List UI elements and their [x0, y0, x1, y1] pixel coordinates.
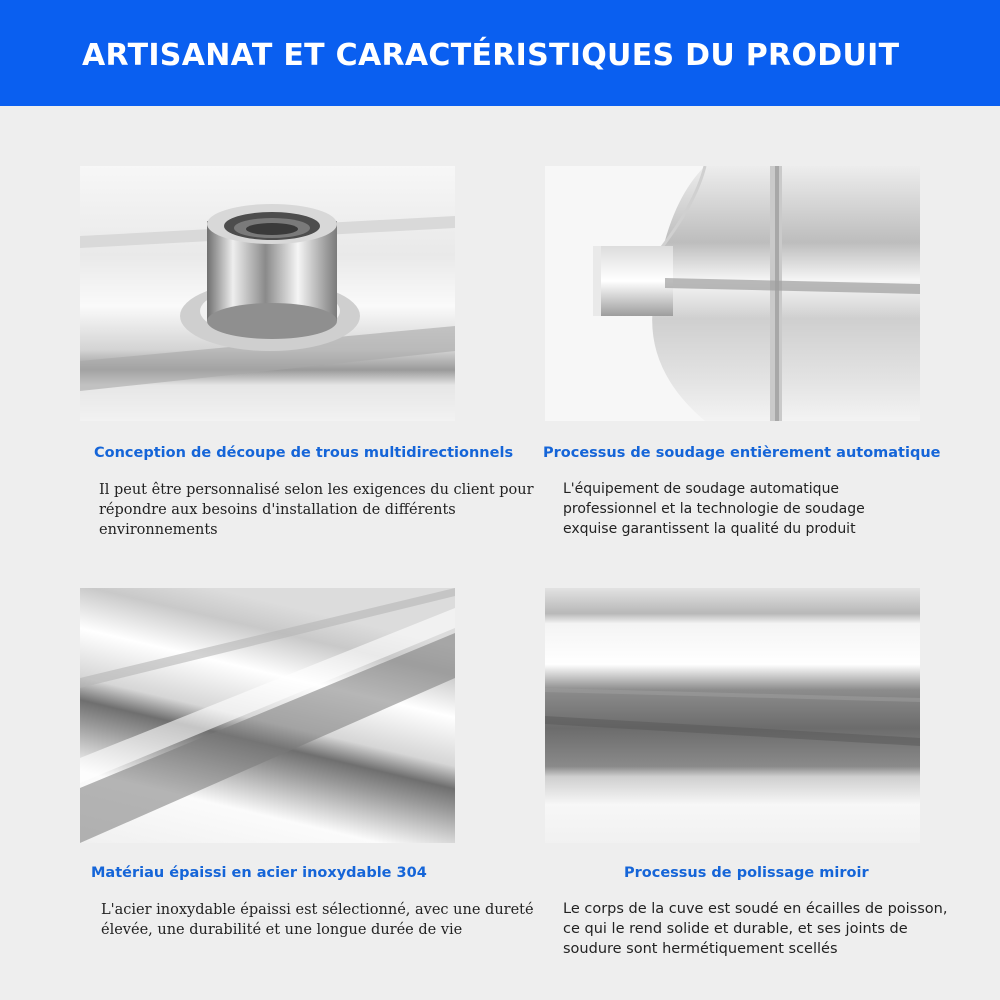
description-line: ce qui le rend solide et durable, et ses joints de [563, 921, 908, 937]
feature-title-stainless-steel: Matériau épaissi en acier inoxydable 304 [91, 865, 427, 881]
description-line: élevée, une durabilité et une longue durée de vie [101, 922, 463, 938]
feature-description-mirror-polishing [563, 899, 993, 959]
description-line: Le corps de la cuve est soudé en écailles de poisson, [563, 901, 948, 917]
description-line: environnements [99, 522, 218, 538]
stainless-pipe-photo [80, 588, 455, 843]
feature-description-hole-cutting [99, 480, 539, 540]
description-line: professionnel et la technologie de soudage [563, 501, 865, 517]
description-line: L'acier inoxydable épaissi est sélectionné, avec une dureté [101, 902, 534, 918]
threaded-fitting-photo [80, 166, 455, 421]
description-line: soudure sont hermétiquement scellés [563, 941, 838, 957]
description-line: Il peut être personnalisé selon les exigences du client pour [99, 482, 534, 498]
welded-tank-end-photo [545, 166, 920, 421]
description-line: L'équipement de soudage automatique [563, 481, 840, 497]
feature-description-stainless-steel [101, 900, 546, 940]
feature-title-mirror-polishing: Processus de polissage miroir [624, 865, 869, 881]
feature-title-hole-cutting: Conception de découpe de trous multidirectionnels [94, 445, 514, 461]
mirror-polished-tube-photo [545, 588, 920, 843]
header-banner [0, 0, 1000, 106]
description-line: répondre aux besoins d'installation de différents [99, 502, 456, 518]
feature-title-welding: Processus de soudage entièrement automatique [543, 445, 941, 461]
page-title: ARTISANAT ET CARACTÉRISTIQUES DU PRODUIT [82, 38, 900, 73]
feature-description-welding [563, 479, 953, 539]
description-line: exquise garantissent la qualité du produit [563, 521, 856, 537]
